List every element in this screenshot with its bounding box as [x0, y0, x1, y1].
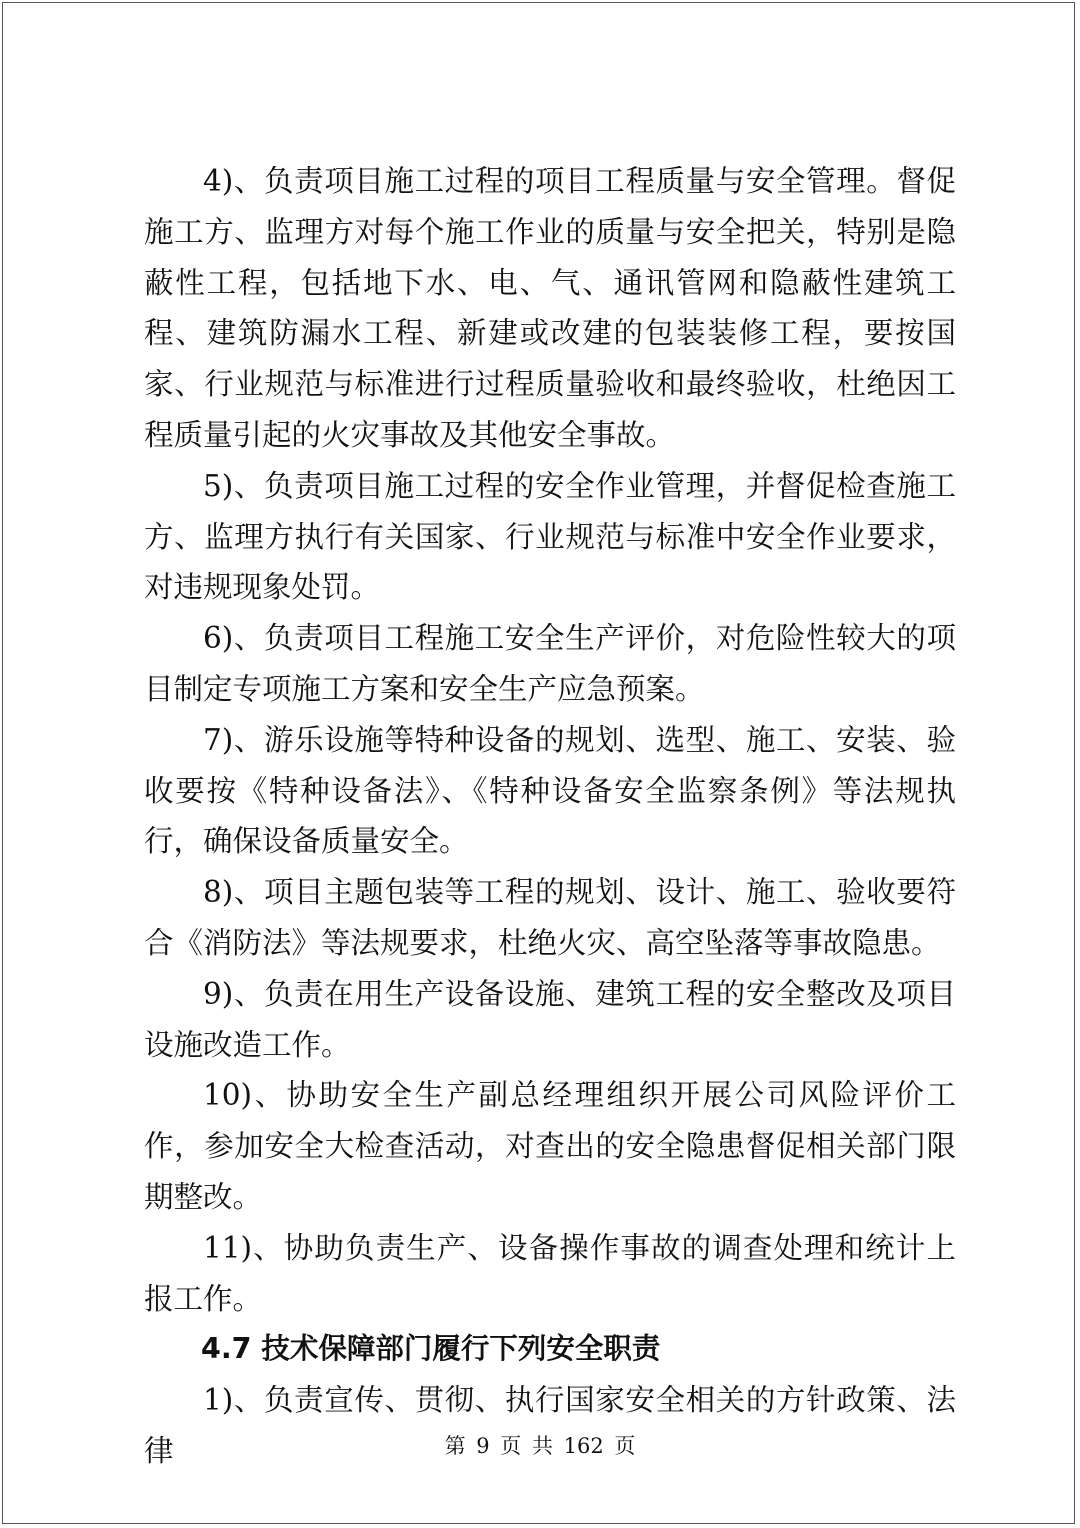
paragraph-item-6: 6)、负责项目工程施工安全生产评价，对危险性较大的项目制定专项施工方案和安全生产应急预案。	[144, 621, 956, 706]
section-heading: 4.7 技术保障部门履行下列安全职责	[201, 1332, 661, 1366]
paragraph-item-9: 9)、负责在用生产设备设施、建筑工程的安全整改及项目设施改造工作。	[144, 976, 956, 1062]
paragraph-item-5: 5)、负责项目施工过程的安全作业管理，并督促检查施工方、监理方执行有关国家、行业规范与标准中安全作业要求，对违规现象处罚。	[144, 468, 956, 605]
page-footer: 第 9 页 共 162 页	[444, 1434, 636, 1458]
paragraph-item-7: 7)、游乐设施等特种设备的规划、选型、施工、安装、验收要按《特种设备法》、《特种设备安全监察条例》等法规执行，确保设备质量安全。	[144, 722, 956, 859]
document-body	[144, 156, 956, 1477]
paragraph-item-10: 10)、协助安全生产副总经理组织开展公司风险评价工作，参加安全大检查活动，对查出的安全隐患督促相关部门限期整改。	[144, 1078, 956, 1214]
paragraph-item-8: 8)、项目主题包装等工程的规划、设计、施工、验收要符合《消防法》等法规要求，杜绝火灾、高空坠落等事故隐患。	[144, 875, 956, 960]
section-first-paragraph: 1)、负责宣传、贯彻、执行国家安全相关的方针政策、法律	[144, 1383, 956, 1468]
paragraph-item-11: 11)、协助负责生产、设备操作事故的调查处理和统计上报工作。	[144, 1230, 956, 1316]
paragraph-item-4: 4)、负责项目施工过程的项目工程质量与安全管理。督促施工方、监理方对每个施工作业的质量与安全把关，特别是隐蔽性工程，包括地下水、电、气、通讯管网和隐蔽性建筑工程、建筑防漏水工程、新建或改建的包装装修工程，要按国家、行业规范与标准进行过程质量验收和最终验收，杜绝因工程质量引起的火灾事故及其他安全事故。	[144, 164, 956, 452]
